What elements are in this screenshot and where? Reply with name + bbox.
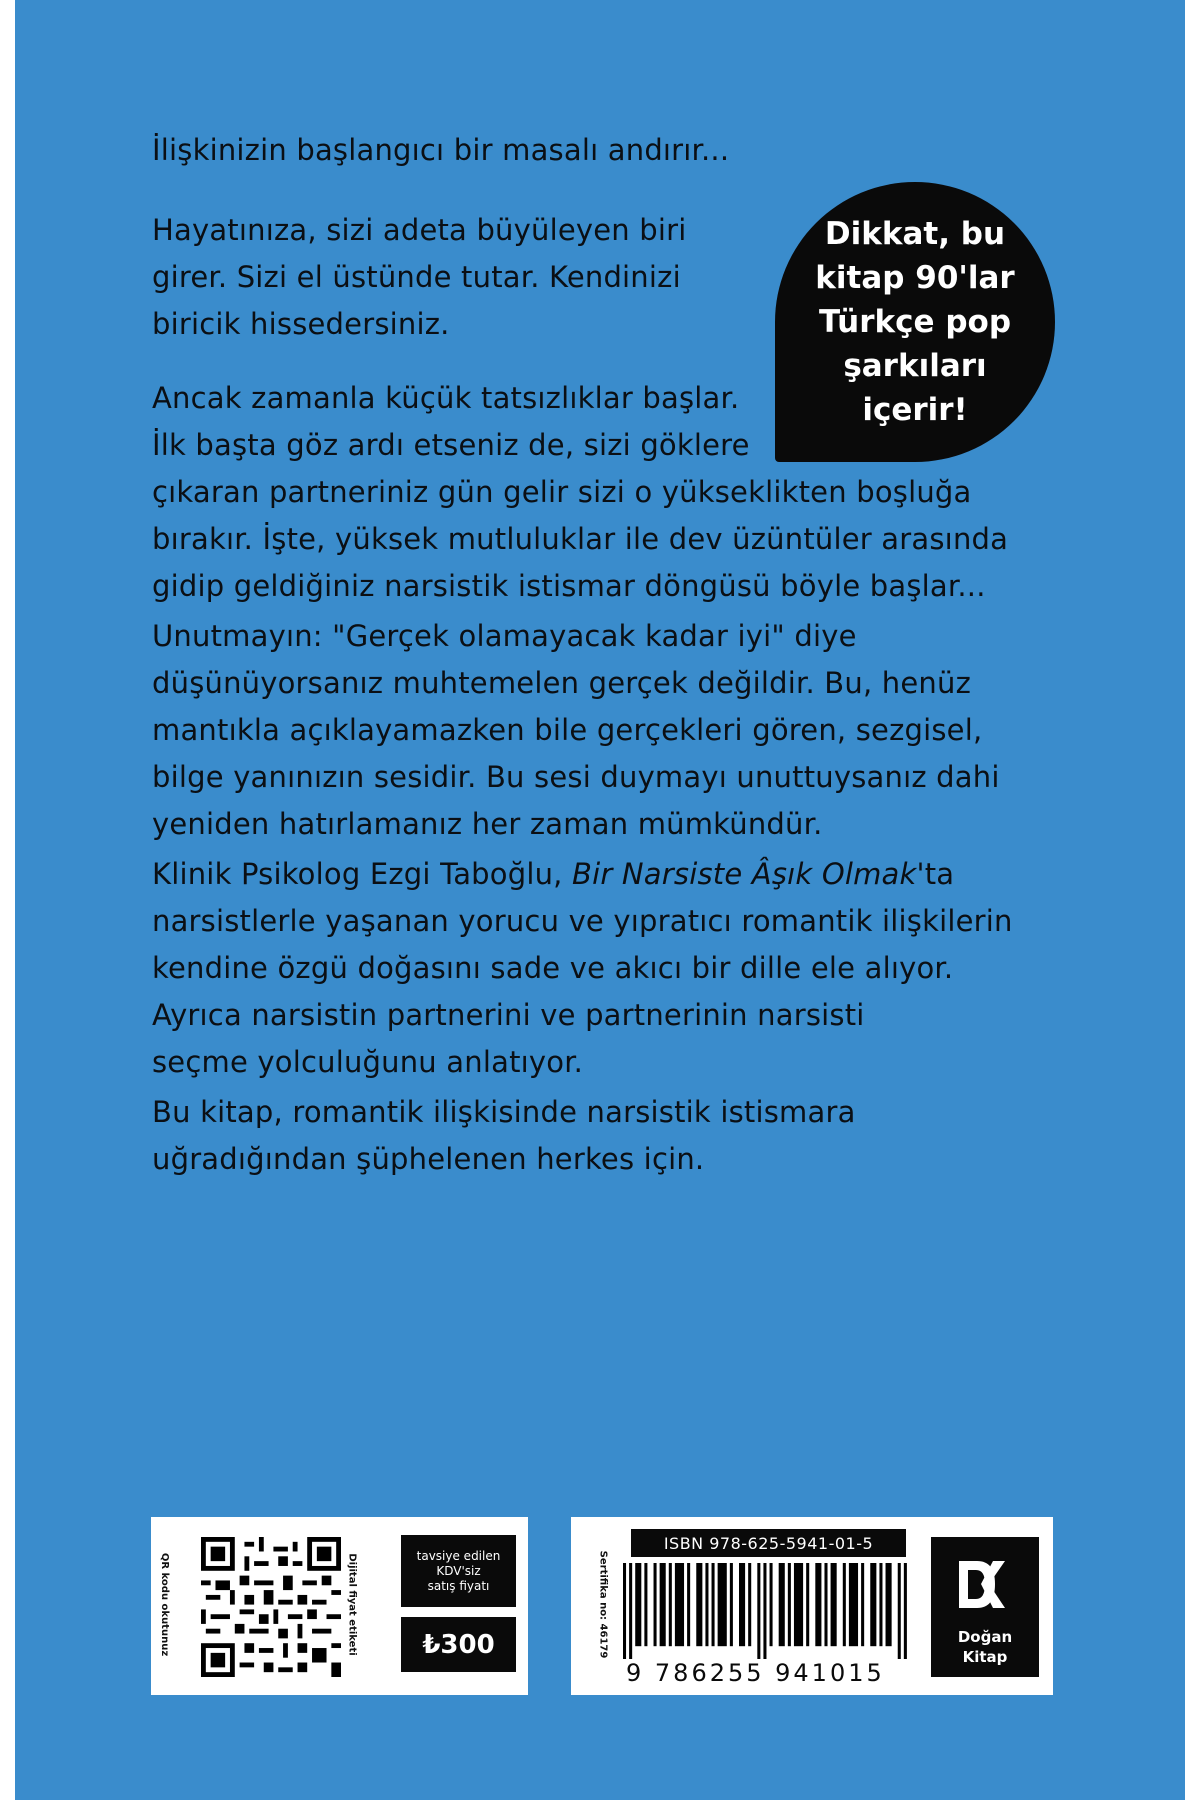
speech-bubble: [775, 182, 1055, 462]
qr-label: QR kodu okutunuz: [159, 1552, 171, 1657]
text-line: düşünüyorsanız muhtemelen gerçek değildir. Bu, henüz: [152, 666, 972, 700]
publisher-logo-icon: [955, 1557, 1015, 1612]
book-title: Bir Narsiste Âşık Olmak: [572, 857, 917, 891]
text-line: gidip geldiğiniz narsistik istismar döngüsü böyle başlar...: [152, 569, 986, 603]
publisher-logo: [931, 1537, 1039, 1677]
text-line: seçme yolculuğunu anlatıyor.: [152, 1045, 584, 1079]
text-line: Hayatınıza, sizi adeta büyüleyen biri: [152, 213, 687, 247]
text-line: narsistlerle yaşanan yorucu ve yıpratıcı romantik ilişkilerin: [152, 904, 1013, 938]
text-line: Ayrıca narsistin partnerini ve partnerinin narsisti: [152, 998, 865, 1032]
text-line: biricik hissedersiniz.: [152, 307, 450, 341]
intro-paragraph: [152, 127, 729, 174]
paragraph-2: [152, 207, 687, 348]
text-line: Klinik Psikolog Ezgi Taboğlu,: [152, 857, 573, 891]
publisher-name: Doğan Kitap: [957, 1628, 1013, 1666]
certificate-number: Sertifika no: 46179: [597, 1550, 609, 1659]
paragraph-4: [152, 613, 1000, 848]
text-line: bırakır. İşte, yüksek mutluluklar ile dev üzüntüler arasında: [152, 522, 1009, 556]
price-note: tavsiye edilen KDV'siz satış fiyatı: [401, 1535, 516, 1607]
price-tag: ₺300: [401, 1617, 516, 1672]
text-line: Ancak zamanla küçük tatsızlıklar başlar.: [152, 381, 740, 415]
text-line: Unutmayın: "Gerçek olamayacak kadar iyi" diye: [152, 619, 857, 653]
qr-code-icon[interactable]: [201, 1537, 341, 1677]
isbn-box: [571, 1517, 1053, 1695]
barcode-icon: [623, 1563, 913, 1659]
barcode-digits: 9 786255 941015: [626, 1659, 885, 1687]
digital-label: Dijital fiyat etiketi: [346, 1553, 358, 1656]
text-suffix: 'ta: [916, 857, 955, 891]
text-line: uğradığından şüphelenen herkes için.: [152, 1142, 705, 1176]
text-line: mantıkla açıklayamazken bile gerçekleri gören, sezgisel,: [152, 713, 983, 747]
paragraph-6: [152, 1089, 856, 1183]
text-line: kendine özgü doğasını sade ve akıcı bir dille ele alıyor.: [152, 951, 954, 985]
paragraph-5: [152, 851, 1013, 1086]
text-line: girer. Sizi el üstünde tutar. Kendinizi: [152, 260, 681, 294]
text-line: bilge yanınızın sesidir. Bu sesi duymayı unuttuysanız dahi: [152, 760, 1000, 794]
text-line: İlk başta göz ardı etseniz de, sizi göklere: [152, 428, 750, 462]
isbn-label: ISBN 978-625-5941-01-5: [631, 1529, 906, 1557]
text-line: İlişkinizin başlangıcı bir masalı andırır...: [152, 133, 730, 167]
text-line: yeniden hatırlamanız her zaman mümkündür.: [152, 807, 823, 841]
bubble-text: Dikkat, bu kitap 90'lar Türkçe pop şarkıları içerir!: [815, 216, 1015, 428]
text-line: çıkaran partneriniz gün gelir sizi o yükseklikten boşluğa: [152, 475, 972, 509]
text-line: Bu kitap, romantik ilişkisinde narsistik istismara: [152, 1095, 856, 1129]
qr-price-box: [151, 1517, 528, 1695]
